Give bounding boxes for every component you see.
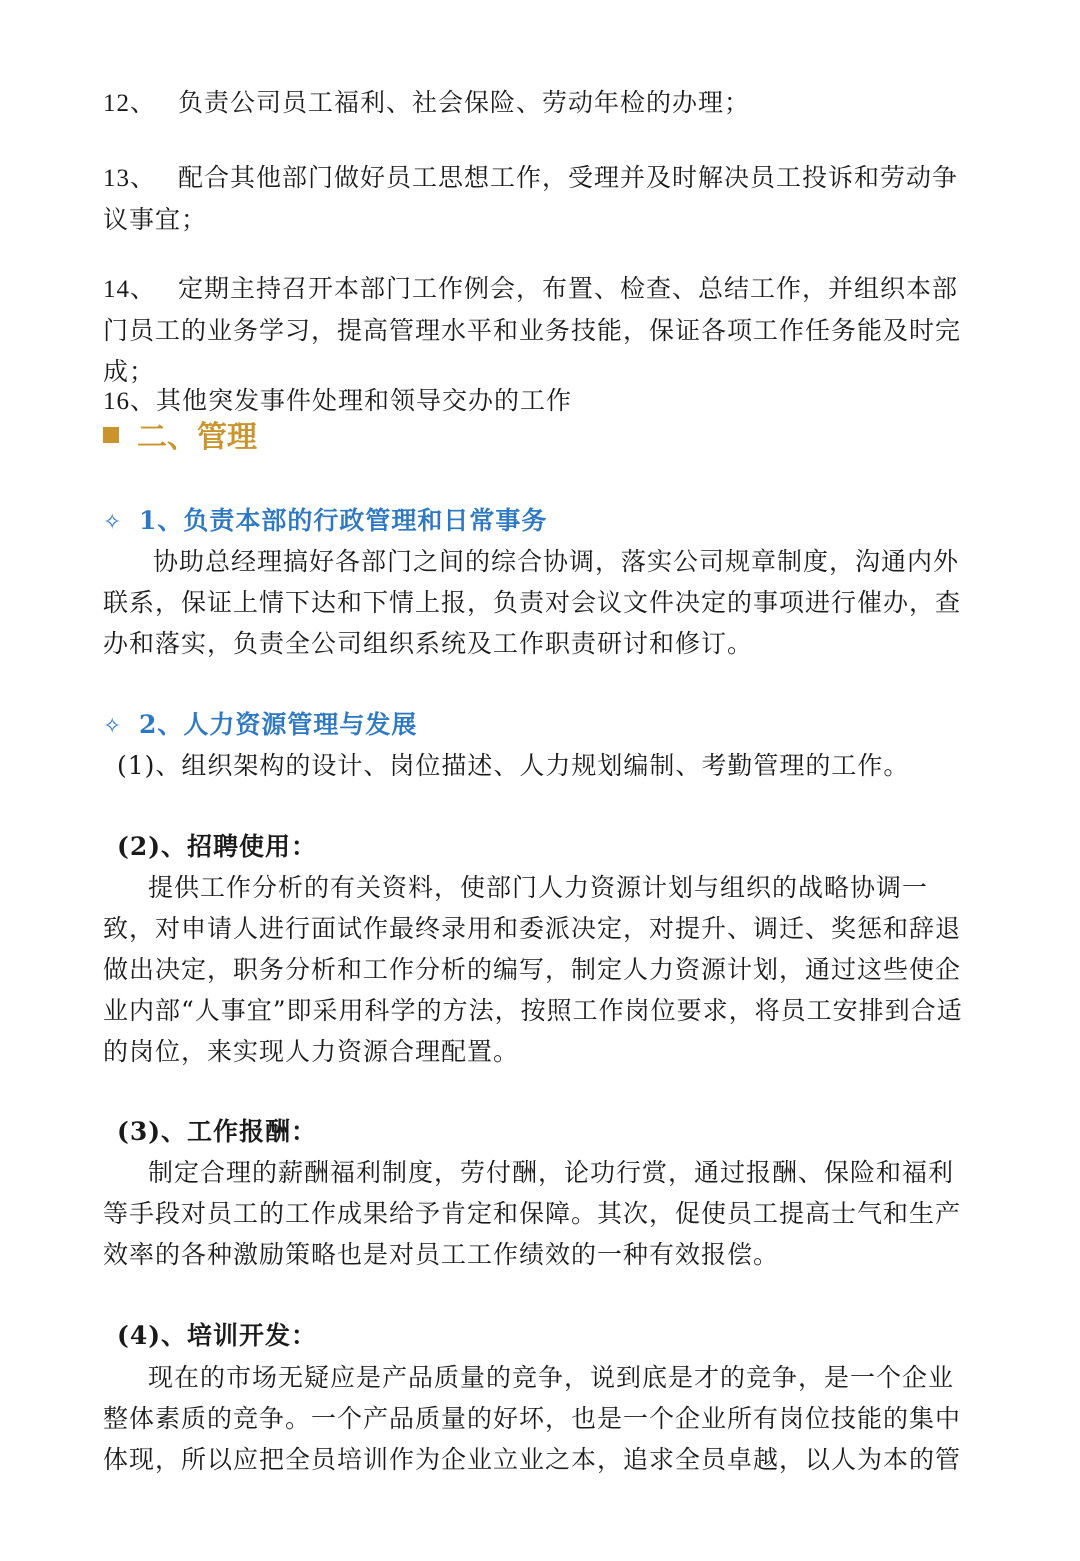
hr-item-2-body: 提供工作分析的有关资料，使部门人力资源计划与组织的战略协调一致，对申请人进行面试作最终录用和委派决定，对提升、调迁、奖惩和辞退做出决定，职务分析和工作分析的编写，制定人力资源计划，通过这些使企业内部“人事宜”即采用科学的方法，按照工作岗位要求，将员工安排到合适的岗位，来实现人力资源合理配置。: [103, 873, 963, 1066]
hr-item-2-heading: (2)、招聘使用：: [117, 832, 318, 861]
duty-text: 配合其他部门做好员工思想工作，受理并及时解决员工投诉和劳动争议事宜；: [103, 163, 959, 234]
sparkle-icon: ✧: [103, 714, 123, 739]
hr-item-1: (1)、组织架构的设计、岗位描述、人力规划编制、考勤管理的工作。: [117, 751, 910, 780]
hr-item-3-heading: (3)、工作报酬：: [117, 1117, 318, 1146]
duty-item-13: [103, 157, 978, 240]
subheading-text: 1、负责本部的行政管理和日常事务: [139, 506, 548, 535]
duty-item-12: [103, 82, 978, 124]
subheading-hr: [103, 705, 417, 747]
sparkle-icon: ✧: [103, 510, 123, 535]
duty-number: 12、: [103, 90, 157, 117]
square-bullet-icon: [103, 427, 119, 443]
duty-number: 13、: [103, 165, 157, 192]
duty-number: 16、: [103, 388, 157, 415]
duty-text: 负责公司员工福利、社会保险、劳动年检的办理；: [178, 88, 751, 117]
section-heading: [103, 416, 257, 460]
subheading-text: 2、人力资源管理与发展: [139, 710, 418, 739]
duty-text: 其他突发事件处理和领导交办的工作: [156, 386, 573, 415]
duty-item-14: [103, 268, 978, 392]
duty-number: 14、: [103, 276, 157, 303]
hr-item-4-heading: (4)、培训开发：: [117, 1321, 318, 1350]
hr-item-4-body: 现在的市场无疑应是产品质量的竞争，说到底是才的竞争，是一个企业整体素质的竞争。一个产品质量的好坏，也是一个企业所有岗位技能的集中体现，所以应把全员培训作为企业立业之本，追求全员卓越，以人为本的管: [103, 1363, 962, 1474]
hr-item-3-body: 制定合理的薪酬福利制度，劳付酬，论功行赏，通过报酬、保险和福利等手段对员工的工作成果给予肯定和保障。其次，促使员工提高士气和生产效率的各种激励策略也是对员工工作绩效的一种有效报偿。: [103, 1158, 962, 1269]
subheading-admin: [103, 501, 547, 543]
admin-paragraph: 协助总经理搞好各部门之间的综合协调，落实公司规章制度，沟通内外联系，保证上情下达和下情上报，负责对会议文件决定的事项进行催办，查办和落实，负责全公司组织系统及工作职责研讨和修订。: [103, 547, 962, 658]
section-title-text: 二、管理: [137, 420, 257, 455]
duty-text: 定期主持召开本部门工作例会，布置、检查、总结工作，并组织本部门员工的业务学习，提高管理水平和业务技能，保证各项工作任务能及时完成；: [103, 274, 962, 386]
